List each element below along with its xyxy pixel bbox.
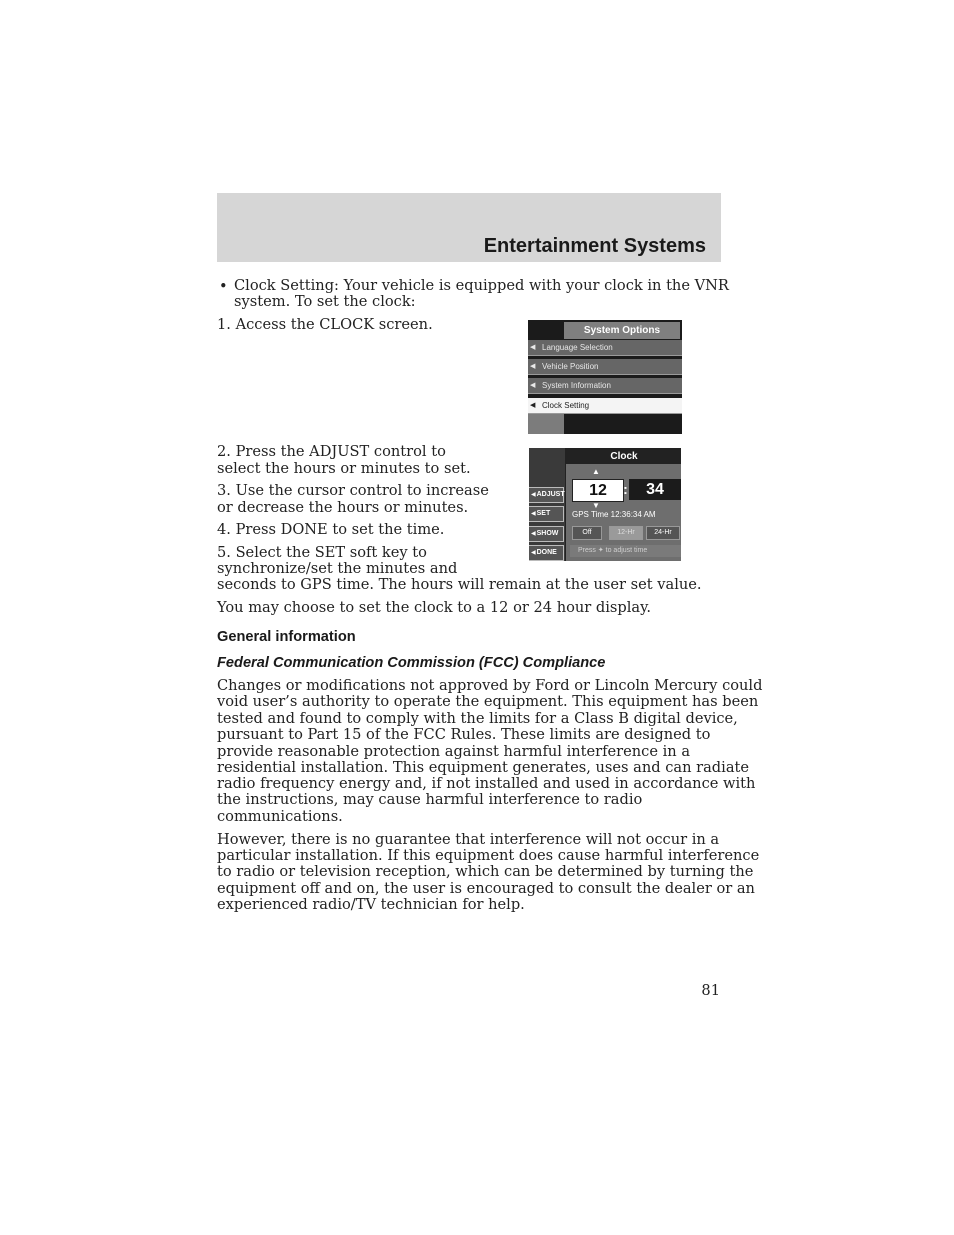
hour-field: 12 xyxy=(572,479,624,502)
gps-time-readout: GPS Time 12:36:34 AM xyxy=(572,510,656,519)
bullet-icon: • xyxy=(219,278,228,295)
step-4: 4. Press DONE to set the time. xyxy=(217,521,445,538)
down-arrow-icon: ▼ xyxy=(592,501,600,510)
step-5-line-1: 5. Select the SET soft key to xyxy=(217,544,427,561)
bullet-line-1: Clock Setting: Your vehicle is equipped with your clock in the VNR xyxy=(234,277,729,294)
12-hr-option: 12-Hr xyxy=(609,526,643,540)
fcc-p1-line: residential installation. This equipment generates, uses and can radiate xyxy=(217,759,750,776)
fcc-p2-line: to radio or television reception, which can be determined by turning the xyxy=(217,863,754,880)
screen2-title: Clock xyxy=(610,451,638,462)
left-arrow-icon: ◀ xyxy=(531,550,536,556)
fcc-heading: Federal Communication Commission (FCC) Compliance xyxy=(217,655,606,671)
up-arrow-icon: ▲ xyxy=(592,467,600,476)
set-softkey: ◀SET xyxy=(529,506,564,522)
screen1-item: ◀ Vehicle Position xyxy=(528,359,682,375)
fcc-p1-line: communications. xyxy=(217,808,343,825)
fcc-p1-line: void user’s authority to operate the equipment. This equipment has been xyxy=(217,693,759,710)
minute-field: 34 xyxy=(629,479,681,500)
24-hr-option: 24-Hr xyxy=(646,526,680,540)
bullet-line-2: system. To set the clock: xyxy=(234,293,416,310)
left-arrow-icon: ◀ xyxy=(531,531,536,537)
fcc-p1-line: Changes or modifications not approved by Ford or Lincoln Mercury could xyxy=(217,677,763,694)
adjust-hint: Press ✦ to adjust time xyxy=(570,545,681,557)
fcc-p2-line: experienced radio/TV technician for help. xyxy=(217,896,525,913)
page-number: 81 xyxy=(701,982,720,999)
show-softkey: ◀SHOW xyxy=(529,526,564,542)
general-information-heading: General information xyxy=(217,629,356,645)
clock-screen-image xyxy=(529,448,681,561)
step-3-line-2: or decrease the hours or minutes. xyxy=(217,499,469,516)
left-arrow-icon: ◀ xyxy=(530,363,536,370)
fcc-p2-line: particular installation. If this equipment does cause harmful interference xyxy=(217,847,760,864)
step-2-line-2: select the hours or minutes to set. xyxy=(217,460,471,477)
left-arrow-icon: ◀ xyxy=(531,492,536,498)
fcc-p1-line: the instructions, may cause harmful interference to radio xyxy=(217,791,643,808)
off-option: Off xyxy=(572,526,602,540)
fcc-p2-line: However, there is no guarantee that interference will not occur in a xyxy=(217,831,720,848)
fcc-p2-line: equipment off and on, the user is encouraged to consult the dealer or an xyxy=(217,880,755,897)
section-title: Entertainment Systems xyxy=(483,235,706,257)
screen1-item: ◀ Language Selection xyxy=(528,340,682,356)
screen1-item: ◀ System Information xyxy=(528,378,682,394)
screen1-footer-block xyxy=(528,414,564,434)
step-2-line-1: 2. Press the ADJUST control to xyxy=(217,443,446,460)
fcc-p1-line: radio frequency energy and, if not installed and used in accordance with xyxy=(217,775,756,792)
clock-display-note: You may choose to set the clock to a 12 or 24 hour display. xyxy=(217,599,652,616)
step-5-line-2: synchronize/set the minutes and xyxy=(217,560,458,577)
step-1: 1. Access the CLOCK screen. xyxy=(217,316,433,333)
left-arrow-icon: ◀ xyxy=(530,344,536,351)
done-softkey: ◀DONE xyxy=(529,545,564,561)
fcc-p1-line: pursuant to Part 15 of the FCC Rules. These limits are designed to xyxy=(217,726,711,743)
step-5-line-3: seconds to GPS time. The hours will remain at the user set value. xyxy=(217,576,702,593)
left-arrow-icon: ◀ xyxy=(531,511,536,517)
time-colon: : xyxy=(623,481,628,497)
adjust-softkey: ◀ADJUST xyxy=(529,487,564,503)
section-header xyxy=(217,193,721,262)
left-arrow-icon: ◀ xyxy=(530,402,536,409)
system-options-screen-image xyxy=(528,320,682,434)
screen1-item-selected: ◀ Clock Setting xyxy=(528,398,682,414)
step-3-line-1: 3. Use the cursor control to increase xyxy=(217,482,489,499)
fcc-p1-line: provide reasonable protection against harmful interference in a xyxy=(217,743,691,760)
screen1-title: System Options xyxy=(564,322,680,339)
left-arrow-icon: ◀ xyxy=(530,382,536,389)
fcc-p1-line: tested and found to comply with the limits for a Class B digital device, xyxy=(217,710,738,727)
